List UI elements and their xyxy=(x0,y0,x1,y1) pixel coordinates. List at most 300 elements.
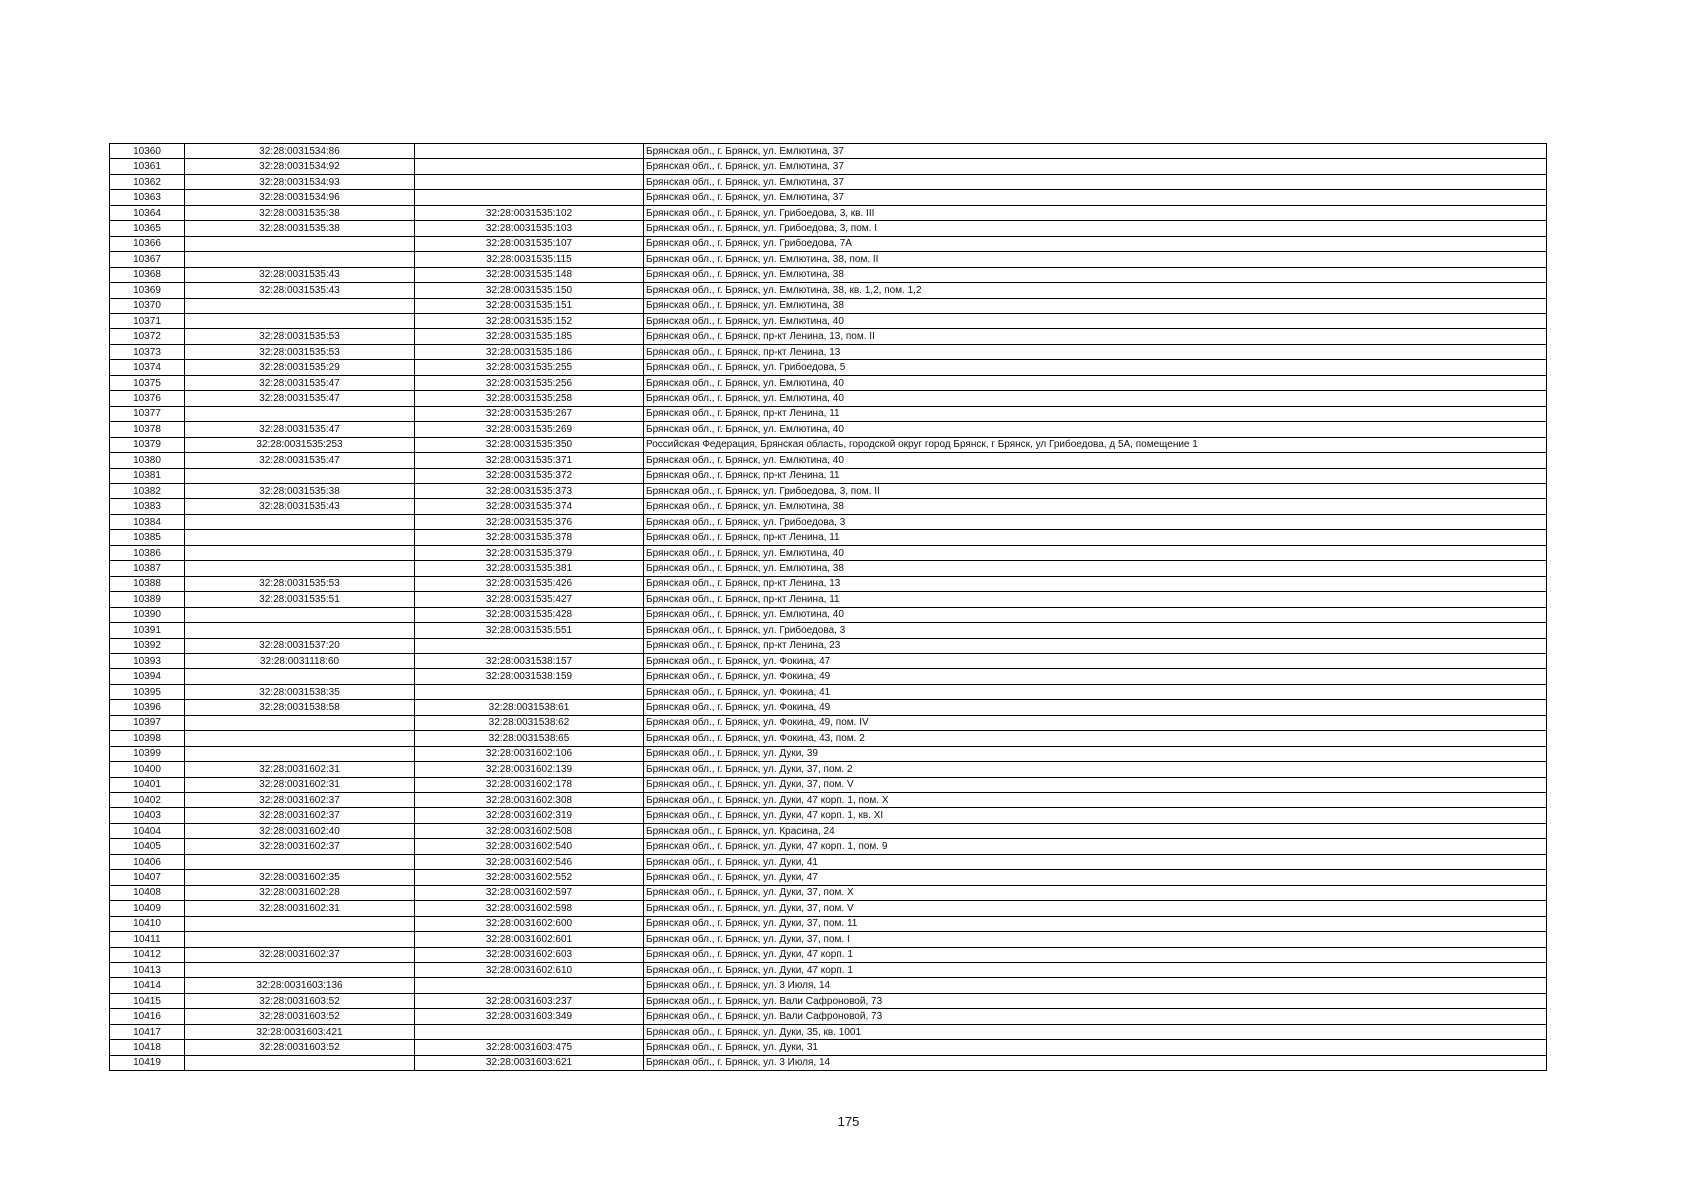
table-row xyxy=(110,576,1547,591)
object-cadastral-number-cell: 32:28:0031535:378 xyxy=(415,530,644,545)
row-number-cell: 10362 xyxy=(110,174,185,189)
row-number-cell: 10388 xyxy=(110,576,185,591)
address-cell: Брянская обл., г. Брянск, пр-кт Ленина, 23 xyxy=(644,638,1547,653)
row-number-cell: 10386 xyxy=(110,545,185,560)
land-plot-cadastral-number-cell: 32:28:0031535:43 xyxy=(185,499,415,514)
address-cell: Брянская обл., г. Брянск, ул. Грибоедова, 3, кв. III xyxy=(644,205,1547,220)
address-cell: Брянская обл., г. Брянск, ул. Фокина, 49, пом. IV xyxy=(644,715,1547,730)
land-plot-cadastral-number-cell: 32:28:0031602:37 xyxy=(185,947,415,962)
address-cell: Брянская обл., г. Брянск, ул. Дуки, 47 xyxy=(644,870,1547,885)
row-number-cell: 10376 xyxy=(110,391,185,406)
address-cell: Брянская обл., г. Брянск, ул. Красина, 24 xyxy=(644,823,1547,838)
row-number-cell: 10415 xyxy=(110,993,185,1008)
object-cadastral-number-cell: 32:28:0031538:157 xyxy=(415,653,644,668)
row-number-cell: 10406 xyxy=(110,854,185,869)
table-row xyxy=(110,375,1547,390)
row-number-cell: 10384 xyxy=(110,514,185,529)
address-cell: Брянская обл., г. Брянск, ул. Дуки, 37, пом. 11 xyxy=(644,916,1547,931)
row-number-cell: 10382 xyxy=(110,483,185,498)
object-cadastral-number-cell: 32:28:0031535:269 xyxy=(415,422,644,437)
address-cell: Брянская обл., г. Брянск, ул. Емлютина, 38 xyxy=(644,499,1547,514)
address-cell: Брянская обл., г. Брянск, ул. Емлютина, 40 xyxy=(644,453,1547,468)
row-number-cell: 10364 xyxy=(110,205,185,220)
land-plot-cadastral-number-cell: 32:28:0031535:47 xyxy=(185,375,415,390)
address-cell: Брянская обл., г. Брянск, ул. Емлютина, 37 xyxy=(644,144,1547,159)
page-number: 175 xyxy=(837,1114,860,1129)
land-plot-cadastral-number-cell: 32:28:0031602:40 xyxy=(185,823,415,838)
row-number-cell: 10416 xyxy=(110,1009,185,1024)
row-number-cell: 10367 xyxy=(110,252,185,267)
row-number-cell: 10373 xyxy=(110,344,185,359)
address-cell: Брянская обл., г. Брянск, ул. Емлютина, 38, кв. 1,2, пом. 1,2 xyxy=(644,283,1547,298)
table-row xyxy=(110,669,1547,684)
address-cell: Брянская обл., г. Брянск, ул. Емлютина, 38 xyxy=(644,298,1547,313)
object-cadastral-number-cell: 32:28:0031538:61 xyxy=(415,700,644,715)
table-row xyxy=(110,360,1547,375)
table-row xyxy=(110,437,1547,452)
table-row xyxy=(110,901,1547,916)
address-cell: Брянская обл., г. Брянск, ул. Грибоедова, 3, пом. II xyxy=(644,483,1547,498)
row-number-cell: 10369 xyxy=(110,283,185,298)
object-cadastral-number-cell: 32:28:0031602:308 xyxy=(415,793,644,808)
table-row xyxy=(110,963,1547,978)
land-plot-cadastral-number-cell: 32:28:0031535:38 xyxy=(185,205,415,220)
land-plot-cadastral-number-cell xyxy=(185,561,415,576)
land-plot-cadastral-number-cell: 32:28:0031535:38 xyxy=(185,483,415,498)
object-cadastral-number-cell: 32:28:0031535:427 xyxy=(415,592,644,607)
table-row xyxy=(110,978,1547,993)
land-plot-cadastral-number-cell: 32:28:0031535:47 xyxy=(185,453,415,468)
address-cell: Брянская обл., г. Брянск, ул. Дуки, 31 xyxy=(644,1040,1547,1055)
table-row xyxy=(110,298,1547,313)
object-cadastral-number-cell: 32:28:0031602:610 xyxy=(415,963,644,978)
table-row xyxy=(110,329,1547,344)
address-cell: Брянская обл., г. Брянск, ул. Емлютина, 38 xyxy=(644,267,1547,282)
land-plot-cadastral-number-cell xyxy=(185,963,415,978)
land-plot-cadastral-number-cell xyxy=(185,468,415,483)
row-number-cell: 10363 xyxy=(110,190,185,205)
land-plot-cadastral-number-cell xyxy=(185,669,415,684)
table-row xyxy=(110,592,1547,607)
land-plot-cadastral-number-cell: 32:28:0031535:47 xyxy=(185,422,415,437)
row-number-cell: 10381 xyxy=(110,468,185,483)
row-number-cell: 10408 xyxy=(110,885,185,900)
object-cadastral-number-cell: 32:28:0031602:106 xyxy=(415,746,644,761)
table-row xyxy=(110,406,1547,421)
address-cell: Брянская обл., г. Брянск, ул. Дуки, 47 корп. 1, кв. XI xyxy=(644,808,1547,823)
address-cell: Российская Федерация, Брянская область, городской округ город Брянск, г Брянск, ул Грибоедова, д 5А, помещение 1 xyxy=(644,437,1547,452)
land-plot-cadastral-number-cell: 32:28:0031535:51 xyxy=(185,592,415,607)
row-number-cell: 10361 xyxy=(110,159,185,174)
address-cell: Брянская обл., г. Брянск, ул. Емлютина, 40 xyxy=(644,313,1547,328)
address-cell: Брянская обл., г. Брянск, ул. Дуки, 37, пом. I xyxy=(644,932,1547,947)
land-plot-cadastral-number-cell xyxy=(185,916,415,931)
land-plot-cadastral-number-cell: 32:28:0031602:37 xyxy=(185,808,415,823)
row-number-cell: 10411 xyxy=(110,932,185,947)
object-cadastral-number-cell xyxy=(415,174,644,189)
address-cell: Брянская обл., г. Брянск, пр-кт Ленина, 11 xyxy=(644,530,1547,545)
row-number-cell: 10405 xyxy=(110,839,185,854)
land-plot-cadastral-number-cell: 32:28:0031535:43 xyxy=(185,283,415,298)
table-row xyxy=(110,267,1547,282)
land-plot-cadastral-number-cell xyxy=(185,545,415,560)
object-cadastral-number-cell xyxy=(415,978,644,993)
table-row xyxy=(110,545,1547,560)
object-cadastral-number-cell: 32:28:0031538:159 xyxy=(415,669,644,684)
table-row xyxy=(110,174,1547,189)
table-row xyxy=(110,144,1547,159)
row-number-cell: 10398 xyxy=(110,731,185,746)
table-row xyxy=(110,854,1547,869)
object-cadastral-number-cell: 32:28:0031535:103 xyxy=(415,221,644,236)
object-cadastral-number-cell xyxy=(415,684,644,699)
row-number-cell: 10371 xyxy=(110,313,185,328)
object-cadastral-number-cell: 32:28:0031535:267 xyxy=(415,406,644,421)
address-cell: Брянская обл., г. Брянск, ул. Емлютина, 38 xyxy=(644,561,1547,576)
row-number-cell: 10414 xyxy=(110,978,185,993)
address-cell: Брянская обл., г. Брянск, ул. Грибоедова, 3 xyxy=(644,623,1547,638)
land-plot-cadastral-number-cell: 32:28:0031535:29 xyxy=(185,360,415,375)
object-cadastral-number-cell: 32:28:0031535:350 xyxy=(415,437,644,452)
row-number-cell: 10403 xyxy=(110,808,185,823)
land-plot-cadastral-number-cell xyxy=(185,406,415,421)
land-plot-cadastral-number-cell: 32:28:0031118:60 xyxy=(185,653,415,668)
cadastral-registry-table xyxy=(109,143,1547,1071)
table-row xyxy=(110,190,1547,205)
table-row xyxy=(110,453,1547,468)
object-cadastral-number-cell xyxy=(415,190,644,205)
table-row xyxy=(110,561,1547,576)
row-number-cell: 10372 xyxy=(110,329,185,344)
row-number-cell: 10368 xyxy=(110,267,185,282)
address-cell: Брянская обл., г. Брянск, пр-кт Ленина, 13 xyxy=(644,344,1547,359)
land-plot-cadastral-number-cell: 32:28:0031602:37 xyxy=(185,793,415,808)
land-plot-cadastral-number-cell: 32:28:0031602:37 xyxy=(185,839,415,854)
address-cell: Брянская обл., г. Брянск, ул. Дуки, 47 корп. 1, пом. 9 xyxy=(644,839,1547,854)
object-cadastral-number-cell: 32:28:0031535:379 xyxy=(415,545,644,560)
object-cadastral-number-cell: 32:28:0031535:152 xyxy=(415,313,644,328)
row-number-cell: 10394 xyxy=(110,669,185,684)
row-number-cell: 10401 xyxy=(110,777,185,792)
row-number-cell: 10395 xyxy=(110,684,185,699)
object-cadastral-number-cell: 32:28:0031535:115 xyxy=(415,252,644,267)
object-cadastral-number-cell: 32:28:0031602:540 xyxy=(415,839,644,854)
object-cadastral-number-cell: 32:28:0031535:151 xyxy=(415,298,644,313)
table-row xyxy=(110,391,1547,406)
land-plot-cadastral-number-cell: 32:28:0031603:52 xyxy=(185,1040,415,1055)
land-plot-cadastral-number-cell: 32:28:0031534:86 xyxy=(185,144,415,159)
land-plot-cadastral-number-cell xyxy=(185,746,415,761)
address-cell: Брянская обл., г. Брянск, ул. Емлютина, 38, пом. II xyxy=(644,252,1547,267)
object-cadastral-number-cell: 32:28:0031535:186 xyxy=(415,344,644,359)
land-plot-cadastral-number-cell: 32:28:0031534:96 xyxy=(185,190,415,205)
land-plot-cadastral-number-cell: 32:28:0031603:52 xyxy=(185,1009,415,1024)
object-cadastral-number-cell: 32:28:0031535:426 xyxy=(415,576,644,591)
address-cell: Брянская обл., г. Брянск, ул. Емлютина, 37 xyxy=(644,174,1547,189)
address-cell: Брянская обл., г. Брянск, ул. Грибоедова, 3 xyxy=(644,514,1547,529)
row-number-cell: 10387 xyxy=(110,561,185,576)
table-row xyxy=(110,607,1547,622)
row-number-cell: 10397 xyxy=(110,715,185,730)
object-cadastral-number-cell: 32:28:0031602:319 xyxy=(415,808,644,823)
address-cell: Брянская обл., г. Брянск, ул. Фокина, 41 xyxy=(644,684,1547,699)
table-row xyxy=(110,793,1547,808)
address-cell: Брянская обл., г. Брянск, ул. Дуки, 41 xyxy=(644,854,1547,869)
land-plot-cadastral-number-cell: 32:28:0031538:35 xyxy=(185,684,415,699)
object-cadastral-number-cell: 32:28:0031535:256 xyxy=(415,375,644,390)
object-cadastral-number-cell: 32:28:0031602:508 xyxy=(415,823,644,838)
row-number-cell: 10370 xyxy=(110,298,185,313)
land-plot-cadastral-number-cell: 32:28:0031603:136 xyxy=(185,978,415,993)
land-plot-cadastral-number-cell: 32:28:0031538:58 xyxy=(185,700,415,715)
address-cell: Брянская обл., г. Брянск, ул. Фокина, 43, пом. 2 xyxy=(644,731,1547,746)
object-cadastral-number-cell: 32:28:0031535:372 xyxy=(415,468,644,483)
table-row xyxy=(110,530,1547,545)
object-cadastral-number-cell: 32:28:0031603:621 xyxy=(415,1055,644,1070)
land-plot-cadastral-number-cell xyxy=(185,530,415,545)
object-cadastral-number-cell: 32:28:0031602:598 xyxy=(415,901,644,916)
row-number-cell: 10375 xyxy=(110,375,185,390)
object-cadastral-number-cell: 32:28:0031602:546 xyxy=(415,854,644,869)
land-plot-cadastral-number-cell: 32:28:0031535:53 xyxy=(185,329,415,344)
table-row xyxy=(110,468,1547,483)
table-row xyxy=(110,344,1547,359)
row-number-cell: 10413 xyxy=(110,963,185,978)
table-row xyxy=(110,1040,1547,1055)
land-plot-cadastral-number-cell: 32:28:0031534:93 xyxy=(185,174,415,189)
row-number-cell: 10379 xyxy=(110,437,185,452)
object-cadastral-number-cell: 32:28:0031535:374 xyxy=(415,499,644,514)
table-row xyxy=(110,762,1547,777)
table-row xyxy=(110,313,1547,328)
table-row xyxy=(110,1009,1547,1024)
land-plot-cadastral-number-cell xyxy=(185,854,415,869)
table-row xyxy=(110,221,1547,236)
land-plot-cadastral-number-cell xyxy=(185,715,415,730)
object-cadastral-number-cell: 32:28:0031535:255 xyxy=(415,360,644,375)
address-cell: Брянская обл., г. Брянск, ул. Емлютина, 37 xyxy=(644,190,1547,205)
address-cell: Брянская обл., г. Брянск, ул. Емлютина, 40 xyxy=(644,391,1547,406)
address-cell: Брянская обл., г. Брянск, ул. Фокина, 49 xyxy=(644,700,1547,715)
table-row xyxy=(110,638,1547,653)
address-cell: Брянская обл., г. Брянск, ул. Дуки, 35, кв. 1001 xyxy=(644,1024,1547,1039)
address-cell: Брянская обл., г. Брянск, ул. Дуки, 47 корп. 1 xyxy=(644,947,1547,962)
land-plot-cadastral-number-cell: 32:28:0031602:35 xyxy=(185,870,415,885)
table-row xyxy=(110,514,1547,529)
table-row xyxy=(110,283,1547,298)
table-row xyxy=(110,653,1547,668)
table-row xyxy=(110,623,1547,638)
address-cell: Брянская обл., г. Брянск, ул. Дуки, 47 корп. 1 xyxy=(644,963,1547,978)
row-number-cell: 10392 xyxy=(110,638,185,653)
address-cell: Брянская обл., г. Брянск, ул. Грибоедова, 3, пом. I xyxy=(644,221,1547,236)
land-plot-cadastral-number-cell xyxy=(185,731,415,746)
object-cadastral-number-cell: 32:28:0031602:139 xyxy=(415,762,644,777)
row-number-cell: 10374 xyxy=(110,360,185,375)
row-number-cell: 10366 xyxy=(110,236,185,251)
table-row xyxy=(110,808,1547,823)
address-cell: Брянская обл., г. Брянск, ул. 3 Июля, 14 xyxy=(644,1055,1547,1070)
land-plot-cadastral-number-cell: 32:28:0031602:31 xyxy=(185,901,415,916)
table-row xyxy=(110,159,1547,174)
table-row xyxy=(110,947,1547,962)
row-number-cell: 10391 xyxy=(110,623,185,638)
object-cadastral-number-cell: 32:28:0031602:603 xyxy=(415,947,644,962)
address-cell: Брянская обл., г. Брянск, пр-кт Ленина, 11 xyxy=(644,592,1547,607)
land-plot-cadastral-number-cell xyxy=(185,313,415,328)
object-cadastral-number-cell: 32:28:0031535:373 xyxy=(415,483,644,498)
address-cell: Брянская обл., г. Брянск, ул. Дуки, 37, пом. X xyxy=(644,885,1547,900)
row-number-cell: 10385 xyxy=(110,530,185,545)
table-row xyxy=(110,483,1547,498)
registry-table-body xyxy=(110,144,1547,1071)
address-cell: Брянская обл., г. Брянск, ул. Дуки, 39 xyxy=(644,746,1547,761)
row-number-cell: 10402 xyxy=(110,793,185,808)
object-cadastral-number-cell: 32:28:0031603:237 xyxy=(415,993,644,1008)
object-cadastral-number-cell: 32:28:0031535:150 xyxy=(415,283,644,298)
address-cell: Брянская обл., г. Брянск, ул. Фокина, 49 xyxy=(644,669,1547,684)
object-cadastral-number-cell xyxy=(415,144,644,159)
table-row xyxy=(110,731,1547,746)
table-row xyxy=(110,684,1547,699)
object-cadastral-number-cell: 32:28:0031535:102 xyxy=(415,205,644,220)
table-row xyxy=(110,839,1547,854)
land-plot-cadastral-number-cell: 32:28:0031535:53 xyxy=(185,344,415,359)
address-cell: Брянская обл., г. Брянск, ул. Грибоедова, 5 xyxy=(644,360,1547,375)
row-number-cell: 10360 xyxy=(110,144,185,159)
object-cadastral-number-cell: 32:28:0031603:475 xyxy=(415,1040,644,1055)
row-number-cell: 10378 xyxy=(110,422,185,437)
object-cadastral-number-cell: 32:28:0031535:371 xyxy=(415,453,644,468)
land-plot-cadastral-number-cell: 32:28:0031534:92 xyxy=(185,159,415,174)
table-row xyxy=(110,823,1547,838)
object-cadastral-number-cell: 32:28:0031535:107 xyxy=(415,236,644,251)
address-cell: Брянская обл., г. Брянск, ул. Фокина, 47 xyxy=(644,653,1547,668)
land-plot-cadastral-number-cell: 32:28:0031603:52 xyxy=(185,993,415,1008)
address-cell: Брянская обл., г. Брянск, пр-кт Ленина, 11 xyxy=(644,468,1547,483)
address-cell: Брянская обл., г. Брянск, ул. Грибоедова, 7А xyxy=(644,236,1547,251)
object-cadastral-number-cell: 32:28:0031602:178 xyxy=(415,777,644,792)
row-number-cell: 10383 xyxy=(110,499,185,514)
table-row xyxy=(110,885,1547,900)
address-cell: Брянская обл., г. Брянск, пр-кт Ленина, 11 xyxy=(644,406,1547,421)
table-row xyxy=(110,932,1547,947)
row-number-cell: 10390 xyxy=(110,607,185,622)
row-number-cell: 10410 xyxy=(110,916,185,931)
address-cell: Брянская обл., г. Брянск, ул. Дуки, 37, пом. V xyxy=(644,777,1547,792)
row-number-cell: 10393 xyxy=(110,653,185,668)
object-cadastral-number-cell xyxy=(415,1024,644,1039)
land-plot-cadastral-number-cell xyxy=(185,514,415,529)
land-plot-cadastral-number-cell xyxy=(185,236,415,251)
land-plot-cadastral-number-cell xyxy=(185,252,415,267)
land-plot-cadastral-number-cell: 32:28:0031602:31 xyxy=(185,777,415,792)
land-plot-cadastral-number-cell: 32:28:0031535:43 xyxy=(185,267,415,282)
address-cell: Брянская обл., г. Брянск, ул. Емлютина, 40 xyxy=(644,607,1547,622)
object-cadastral-number-cell: 32:28:0031603:349 xyxy=(415,1009,644,1024)
land-plot-cadastral-number-cell: 32:28:0031603:421 xyxy=(185,1024,415,1039)
land-plot-cadastral-number-cell: 32:28:0031602:31 xyxy=(185,762,415,777)
table-row xyxy=(110,499,1547,514)
row-number-cell: 10409 xyxy=(110,901,185,916)
object-cadastral-number-cell: 32:28:0031535:258 xyxy=(415,391,644,406)
object-cadastral-number-cell: 32:28:0031535:148 xyxy=(415,267,644,282)
object-cadastral-number-cell: 32:28:0031535:428 xyxy=(415,607,644,622)
object-cadastral-number-cell: 32:28:0031602:597 xyxy=(415,885,644,900)
land-plot-cadastral-number-cell: 32:28:0031535:53 xyxy=(185,576,415,591)
object-cadastral-number-cell: 32:28:0031602:601 xyxy=(415,932,644,947)
row-number-cell: 10418 xyxy=(110,1040,185,1055)
row-number-cell: 10400 xyxy=(110,762,185,777)
table-row xyxy=(110,205,1547,220)
land-plot-cadastral-number-cell xyxy=(185,1055,415,1070)
table-row xyxy=(110,1055,1547,1070)
address-cell: Брянская обл., г. Брянск, пр-кт Ленина, 13 xyxy=(644,576,1547,591)
address-cell: Брянская обл., г. Брянск, ул. Дуки, 47 корп. 1, пом. X xyxy=(644,793,1547,808)
land-plot-cadastral-number-cell: 32:28:0031535:47 xyxy=(185,391,415,406)
row-number-cell: 10407 xyxy=(110,870,185,885)
row-number-cell: 10419 xyxy=(110,1055,185,1070)
land-plot-cadastral-number-cell: 32:28:0031535:253 xyxy=(185,437,415,452)
row-number-cell: 10417 xyxy=(110,1024,185,1039)
address-cell: Брянская обл., г. Брянск, ул. Емлютина, 40 xyxy=(644,422,1547,437)
land-plot-cadastral-number-cell: 32:28:0031535:38 xyxy=(185,221,415,236)
land-plot-cadastral-number-cell xyxy=(185,607,415,622)
address-cell: Брянская обл., г. Брянск, ул. Вали Сафроновой, 73 xyxy=(644,993,1547,1008)
table-row xyxy=(110,993,1547,1008)
table-row xyxy=(110,870,1547,885)
row-number-cell: 10377 xyxy=(110,406,185,421)
address-cell: Брянская обл., г. Брянск, пр-кт Ленина, 13, пом. II xyxy=(644,329,1547,344)
table-row xyxy=(110,422,1547,437)
row-number-cell: 10389 xyxy=(110,592,185,607)
object-cadastral-number-cell: 32:28:0031535:185 xyxy=(415,329,644,344)
table-row xyxy=(110,715,1547,730)
address-cell: Брянская обл., г. Брянск, ул. Дуки, 37, пом. V xyxy=(644,901,1547,916)
address-cell: Брянская обл., г. Брянск, ул. Емлютина, 40 xyxy=(644,375,1547,390)
row-number-cell: 10412 xyxy=(110,947,185,962)
row-number-cell: 10365 xyxy=(110,221,185,236)
object-cadastral-number-cell: 32:28:0031538:62 xyxy=(415,715,644,730)
object-cadastral-number-cell: 32:28:0031535:551 xyxy=(415,623,644,638)
object-cadastral-number-cell: 32:28:0031602:600 xyxy=(415,916,644,931)
address-cell: Брянская обл., г. Брянск, ул. Вали Сафроновой, 73 xyxy=(644,1009,1547,1024)
land-plot-cadastral-number-cell xyxy=(185,623,415,638)
address-cell: Брянская обл., г. Брянск, ул. Дуки, 37, пом. 2 xyxy=(644,762,1547,777)
object-cadastral-number-cell: 32:28:0031535:376 xyxy=(415,514,644,529)
row-number-cell: 10380 xyxy=(110,453,185,468)
table-row xyxy=(110,700,1547,715)
row-number-cell: 10396 xyxy=(110,700,185,715)
table-row xyxy=(110,777,1547,792)
table-row xyxy=(110,746,1547,761)
object-cadastral-number-cell: 32:28:0031602:552 xyxy=(415,870,644,885)
table-row xyxy=(110,252,1547,267)
address-cell: Брянская обл., г. Брянск, ул. Емлютина, 40 xyxy=(644,545,1547,560)
row-number-cell: 10399 xyxy=(110,746,185,761)
object-cadastral-number-cell xyxy=(415,159,644,174)
address-cell: Брянская обл., г. Брянск, ул. Емлютина, 37 xyxy=(644,159,1547,174)
land-plot-cadastral-number-cell: 32:28:0031537:20 xyxy=(185,638,415,653)
land-plot-cadastral-number-cell xyxy=(185,298,415,313)
address-cell: Брянская обл., г. Брянск, ул. 3 Июля, 14 xyxy=(644,978,1547,993)
table-row xyxy=(110,1024,1547,1039)
object-cadastral-number-cell: 32:28:0031538:65 xyxy=(415,731,644,746)
object-cadastral-number-cell xyxy=(415,638,644,653)
row-number-cell: 10404 xyxy=(110,823,185,838)
table-row xyxy=(110,236,1547,251)
table-row xyxy=(110,916,1547,931)
